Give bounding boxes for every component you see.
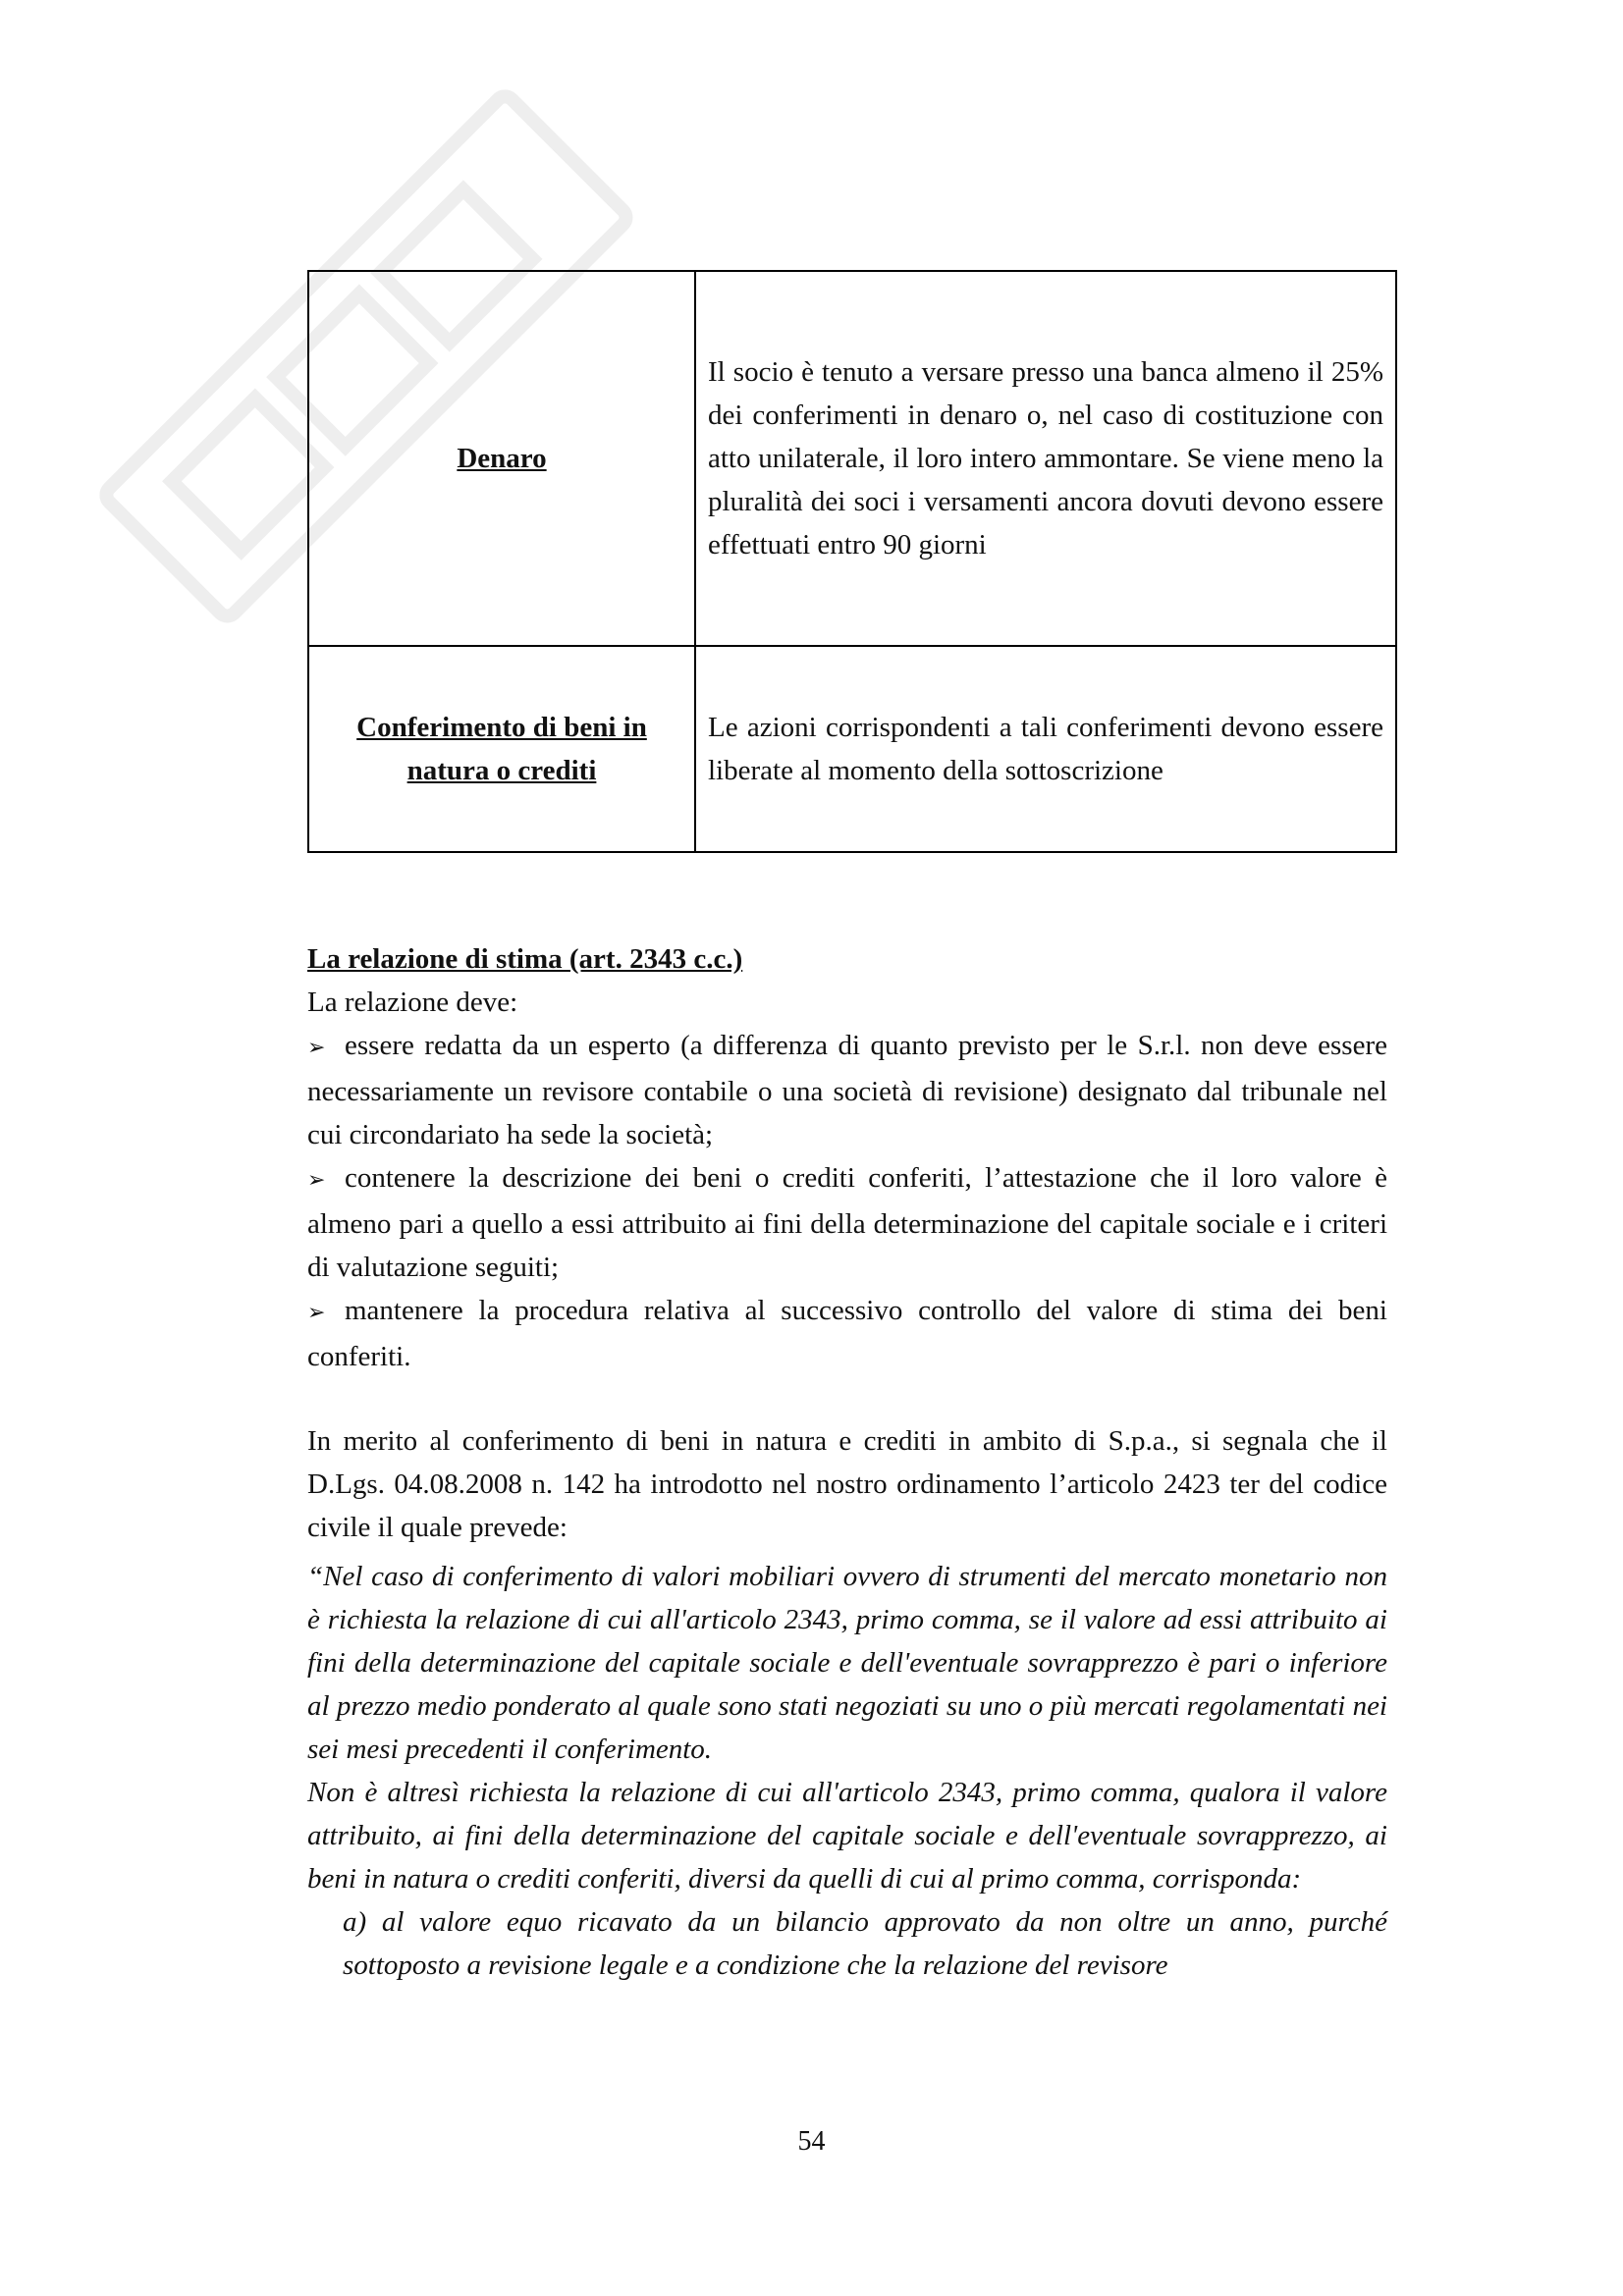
table-row [308,271,1396,646]
list-item-text: mantenere la procedura relativa al successivo controllo del valore di stima dei beni conferiti. [307,1295,1387,1372]
legal-quote [307,1555,1387,1987]
list-item [307,1289,1387,1378]
quote-paragraph: a) al valore equo ricavato da un bilancio approvato da non oltre un anno, purché sottoposto a revisione legale e a condizione che la relazione del revisore [343,1906,1387,1981]
list-item-text: essere redatta da un esperto (a differenza di quanto previsto per le S.r.l. non deve essere necessariamente un revisore contabile o una società di revisione) designato dal tribunale nel cui circondariato ha sede la società; [307,1030,1387,1150]
list-item-text: contenere la descrizione dei beni o crediti conferiti, l’attestazione che il loro valore è almeno pari a quello a essi attribuito ai fini della determinazione del capitale sociale e i criteri di valutazione seguiti; [307,1162,1387,1283]
arrowhead-bullet-icon: ➢ [307,1036,326,1060]
description-cell: Il socio è tenuto a versare presso una banca almeno il 25% dei conferimenti in denaro o, nel caso di costituzione con atto unilaterale, il loro intero ammontare. Se viene meno la pluralità dei soci i versamenti ancora dovuti devono essere effettuati entro 90 giorni [695,271,1396,646]
estimate-report-section [307,937,1387,1378]
section-intro: La relazione deve: [307,987,518,1018]
quote-paragraph: Non è altresì richiesta la relazione di cui all'articolo 2343, primo comma, qualora il valore attribuito, ai fini della determinazione del capitale sociale e dell'eventuale sovrapprezzo, ai beni in natura o crediti conferiti, diversi da quelli di cui al primo comma, corrisponda: [307,1777,1387,1895]
term-cell: Denaro [308,271,695,646]
arrowhead-bullet-icon: ➢ [307,1301,326,1325]
contributions-table [307,270,1397,853]
list-item [307,1156,1387,1289]
list-item [307,1024,1387,1156]
section-heading: La relazione di stima (art. 2343 c.c.) [307,943,743,975]
table-row [308,646,1396,852]
body-paragraph: In merito al conferimento di beni in natura e crediti in ambito di S.p.a., si segnala che il D.Lgs. 04.08.2008 n. 142 ha introdotto nel nostro ordinamento l’articolo 2423 ter del codice civile il quale prevede: [307,1425,1387,1543]
quote-paragraph: “Nel caso di conferimento di valori mobiliari ovvero di strumenti del mercato monetario non è richiesta la relazione di cui all'articolo 2343, primo comma, se il valore ad essi attribuito ai fini della determinazione del capitale sociale e dell'eventuale sovrapprezzo è pari o inferiore al prezzo medio ponderato al quale sono stati negoziati su uno o più mercati regolamentati nei sei mesi precedenti il conferimento. [307,1561,1387,1765]
page-number: 54 [797,2126,826,2157]
description-cell: Le azioni corrispondenti a tali conferimenti devono essere liberate al momento della sottoscrizione [695,646,1396,852]
arrowhead-bullet-icon: ➢ [307,1168,326,1193]
term-cell: Conferimento di beni in natura o crediti [308,646,695,852]
